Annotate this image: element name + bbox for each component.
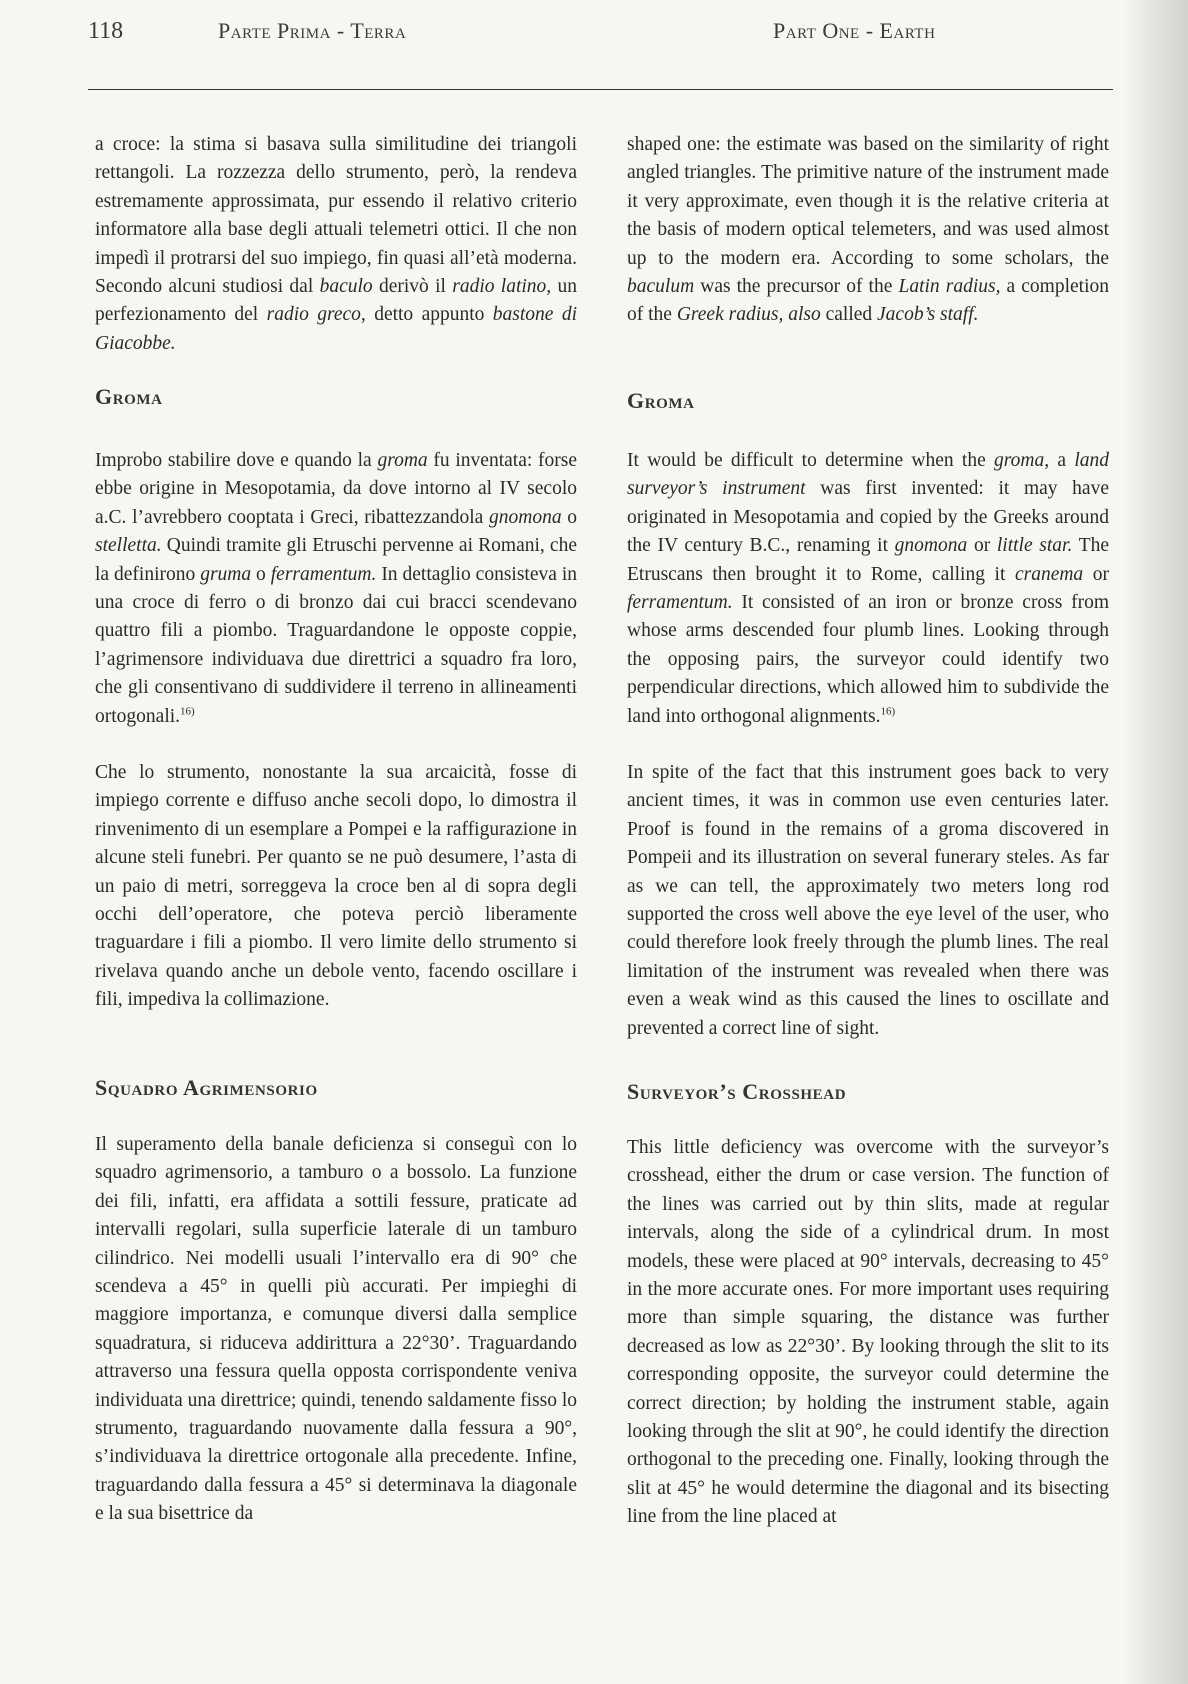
paragraph-text: a croce: la stima si basava sulla similitudine dei triangoli rettangoli. La rozzezza dello strumento, però, la rendeva estremamente approssimata, pur essendo il relativo criterio informatore alla base degli attuali telemetri ottici. Il che non impedì il protrarsi del suo impiego, fin quasi all’età moderna. Secondo alcuni studiosi dal baculo derivò il radio latino, un perfezionamento del radio greco, detto appunto bastone di Giacobbe. xyxy=(95,134,577,354)
paragraph-text: In spite of the fact that this instrument goes back to very ancient times, it was in common use even centuries later. Proof is found in the remains of a groma discovered in Pompeii and its illustration on several funerary steles. As far as we can tell, the approximately two meters long rod supported the cross well above the eye level of the user, who could therefore look freely through the plumb lines. The real limitation of the instrument was revealed when there was even a weak wind as this caused the lines to oscillate and prevented a correct line of sight. xyxy=(627,762,1109,1039)
paragraph-text: Il superamento della banale deficienza si conseguì con lo squadro agrimensorio, a tamburo o a bossolo. La funzione dei fili, infatti, era affidata a sottili fessure, praticate ad intervalli regolari, sulla superficie laterale di un tamburo cilindrico. Nei modelli usuali l’intervallo era di 90° che scendeva a 45° in quelli più accurati. Per impieghi di maggiore importanza, e comunque diversi dalla semplice squadratura, si riduceva addirittura a 22°30’. Traguardando attraverso una fessura quella opposta corrispondente veniva individuata una direttrice; quindi, tenendo saldamente fisso lo strumento, traguardando nuovamente dalla fessura a 90°, s’individuava la direttrice ortogonale alla precedente. Infine, traguardando dalla fessura a 45° si determinava la diagonale e la sua bisettrice da xyxy=(95,1134,577,1525)
italian-intro-paragraph xyxy=(95,131,577,358)
running-head-right: Part One - Earth xyxy=(773,18,936,43)
paragraph-text: Che lo strumento, nonostante la sua arcaicità, fosse di impiego corrente e diffuso anche secoli dopo, lo dimostra il rinvenimento di un esemplare a Pompei e la raffigurazione in alcune steli funebri. Per quanto se ne può desumere, l’asta di un paio di metri, sorreggeva la croce ben al di sopra degli occhi dell’operatore, che poteva perciò liberamente traguardare i fili a piombo. Il vero limite dello strumento si rivelava quando anche un debole vento, facendo oscillare i fili, impediva la collimazione. xyxy=(95,762,577,1011)
page-gutter-shadow xyxy=(1124,0,1188,1684)
english-intro-paragraph xyxy=(627,131,1109,330)
section-title-groma-en: Groma xyxy=(627,388,695,413)
section-title-crosshead: Surveyor’s Crosshead xyxy=(627,1079,847,1104)
paragraph-text: shaped one: the estimate was based on the similarity of right angled triangles. The primitive nature of the instrument made it very approximate, even though it is the relative criteria at the basis of modern optical telemeters, and was used almost up to the modern era. According to some scholars, the baculum was the precursor of the Latin radius, a completion of the Greek radius, also called Jacob’s staff. xyxy=(627,134,1109,326)
section-title-squadro: Squadro Agrimensorio xyxy=(95,1075,318,1100)
footnote-ref: 16) xyxy=(880,705,896,718)
header-rule xyxy=(88,89,1113,90)
page-number: 118 xyxy=(88,18,124,44)
paragraph-text: This little deficiency was overcome with the surveyor’s crosshead, either the drum or case version. The function of the lines was carried out by thin slits, made at regular intervals, along the side of a cylindrical drum. In most models, these were placed at 90° intervals, decreasing to 45° in the more accurate ones. For more important uses requiring more than simple squaring, the distance was further decreased as low as 22°30’. By looking through the slit to its corresponding opposite, the surveyor could determine the correct direction; by holding the instrument stable, again looking through the slit at 90°, he could identify the direction orthogonal to the preceding one. Finally, looking through the slit at 45° he would determine the diagonal and its bisecting line from the line placed at xyxy=(627,1137,1109,1528)
paragraph-text: Improbo stabilire dove e quando la groma fu inventata: forse ebbe origine in Mesopotamia, da dove intorno al IV secolo a.C. l’avrebbero cooptata i Greci, ribattezzandola gnomona o stelletta. Quindi tramite gli Etruschi pervenne ai Romani, che la definirono gruma o ferramentum. In dettaglio consisteva in una croce di ferro o di bronzo dai cui bracci scendevano quattro fili a piombo. Traguardandone le opposte coppie, l’agrimensore individuava due direttrici a squadro fra loro, che gli consentivano di suddividere il terreno in allineamenti ortogonali.$^{16)}$ xyxy=(95,450,578,727)
english-groma-paragraph-1 xyxy=(627,447,1109,731)
italian-groma-paragraph-2 xyxy=(95,759,577,1015)
english-groma-paragraph-2 xyxy=(627,759,1109,1043)
english-crosshead-paragraph xyxy=(627,1134,1109,1532)
section-title-groma-it: Groma xyxy=(95,384,163,409)
italian-squadro-paragraph xyxy=(95,1131,577,1529)
footnote-ref: 16) xyxy=(180,705,195,718)
italian-groma-paragraph-1 xyxy=(95,447,577,731)
paragraph-text: It would be difficult to determine when the groma, a land surveyor’s instrument was first invented: it may have originated in Mesopotamia and copied by the Greeks around the IV century B.C., renaming it gnomona or little star. The Etruscans then brought it to Rome, calling it cranema or ferramentum. It consisted of an iron or bronze cross from whose arms descended four plumb lines. Looking through the opposing pairs, the surveyor could identify two perpendicular directions, which allowed him to subdivide the land into orthogonal alignments.$^{16)}$ xyxy=(627,450,1110,727)
running-head xyxy=(88,18,1113,58)
running-head-left: Parte Prima - Terra xyxy=(218,18,407,43)
